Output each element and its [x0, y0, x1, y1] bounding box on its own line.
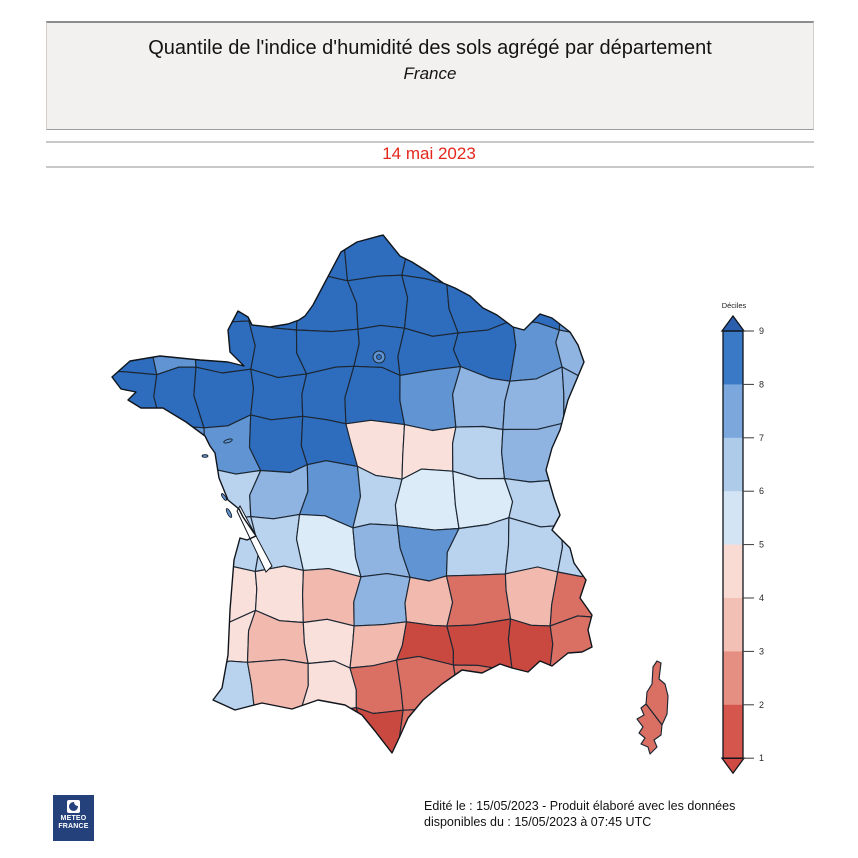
- department-cell: [303, 569, 361, 626]
- department-cell: [147, 467, 210, 525]
- department-cell: [94, 671, 159, 717]
- paris-ring: [373, 351, 385, 363]
- department-cell: [500, 228, 561, 280]
- logo-line2: FRANCE: [58, 823, 89, 830]
- page-title: Quantile de l'indice d'humidité des sols agrégé par département: [148, 37, 712, 59]
- department-cell: [143, 713, 215, 769]
- department-cell: [498, 716, 555, 772]
- department-cell: [96, 371, 159, 427]
- legend-tick-label: 2: [759, 699, 765, 710]
- department-cell: [94, 610, 159, 676]
- department-cell: [97, 470, 149, 525]
- department-cell: [250, 415, 308, 473]
- department-cell: [447, 717, 508, 772]
- department-cell: [447, 229, 513, 284]
- logo-line1: METEO: [60, 815, 87, 822]
- department-cell: [402, 224, 456, 284]
- legend-tick-label: 9: [759, 326, 765, 336]
- meteo-france-logo: [53, 795, 94, 841]
- department-cell: [505, 567, 557, 626]
- department-cell: [191, 221, 259, 279]
- department-cell: [549, 661, 607, 724]
- map-departments: [94, 221, 615, 772]
- department-cell: [550, 716, 606, 762]
- page-subtitle: France: [403, 64, 457, 83]
- department-cell: [248, 714, 307, 761]
- department-cell: [549, 616, 614, 674]
- department-cell: [447, 619, 512, 671]
- department-cell: [105, 318, 156, 375]
- department-cell: [345, 366, 405, 424]
- department-cell: [99, 222, 152, 282]
- department-cell: [508, 619, 552, 674]
- corsica: [637, 661, 668, 754]
- legend-tick-label: 8: [759, 379, 765, 390]
- department-cell: [103, 279, 151, 333]
- legend-tick-label: 5: [759, 539, 765, 550]
- department-cell: [248, 660, 309, 720]
- legend-tick-label: 7: [759, 432, 765, 443]
- department-cell: [558, 276, 609, 335]
- department-cell: [195, 321, 256, 373]
- edition-note: [424, 798, 844, 830]
- department-cell: [405, 576, 453, 626]
- legend-tick-label: 6: [759, 486, 765, 497]
- department-cell: [558, 224, 609, 280]
- department-cell: [100, 564, 164, 615]
- department-cell: [397, 656, 460, 716]
- department-cell: [453, 427, 505, 479]
- legend-title: Déciles: [721, 301, 747, 310]
- department-cell: [145, 279, 202, 332]
- department-cell: [246, 221, 307, 276]
- legend-tick-label: 4: [759, 593, 765, 603]
- department-cell: [561, 465, 611, 526]
- department-cell: [209, 661, 255, 721]
- department-cell: [146, 222, 196, 284]
- legend-tick-label: 3: [759, 646, 765, 657]
- department-cell: [157, 610, 210, 671]
- department-cell: [502, 423, 566, 482]
- department-cell: [147, 668, 211, 722]
- department-cell: [208, 714, 255, 762]
- edition-note-line2: disponibles du : 15/05/2023 à 07:45 UTC: [424, 815, 652, 829]
- legend-arrow-down: [722, 758, 744, 773]
- department-cell: [447, 574, 511, 626]
- legend-arrow-up: [722, 316, 744, 331]
- meteo-france-icon: [67, 800, 80, 813]
- department-cell: [298, 708, 364, 768]
- department-cell: [508, 671, 553, 724]
- department-cell: [562, 367, 604, 423]
- department-cell: [149, 522, 210, 573]
- edition-note-line1: Edité le : 15/05/2023 - Produit élaboré avec les données: [424, 799, 736, 813]
- legend-tick-label: 1: [759, 753, 765, 764]
- department-cell: [303, 619, 354, 668]
- department-cell: [500, 270, 560, 330]
- department-cell: [350, 660, 403, 713]
- decile-colorbar: [722, 316, 764, 773]
- department-cell: [453, 665, 512, 724]
- department-cell: [395, 469, 459, 530]
- department-cell: [354, 574, 410, 626]
- department-cell: [400, 367, 461, 431]
- department-cell: [558, 513, 611, 577]
- department-cell: [157, 565, 207, 624]
- department-cell: [94, 709, 148, 770]
- department-cell: [561, 415, 607, 480]
- date-banner: 14 mai 2023: [382, 144, 476, 163]
- department-cell: [97, 522, 159, 566]
- department-cell: [99, 417, 159, 474]
